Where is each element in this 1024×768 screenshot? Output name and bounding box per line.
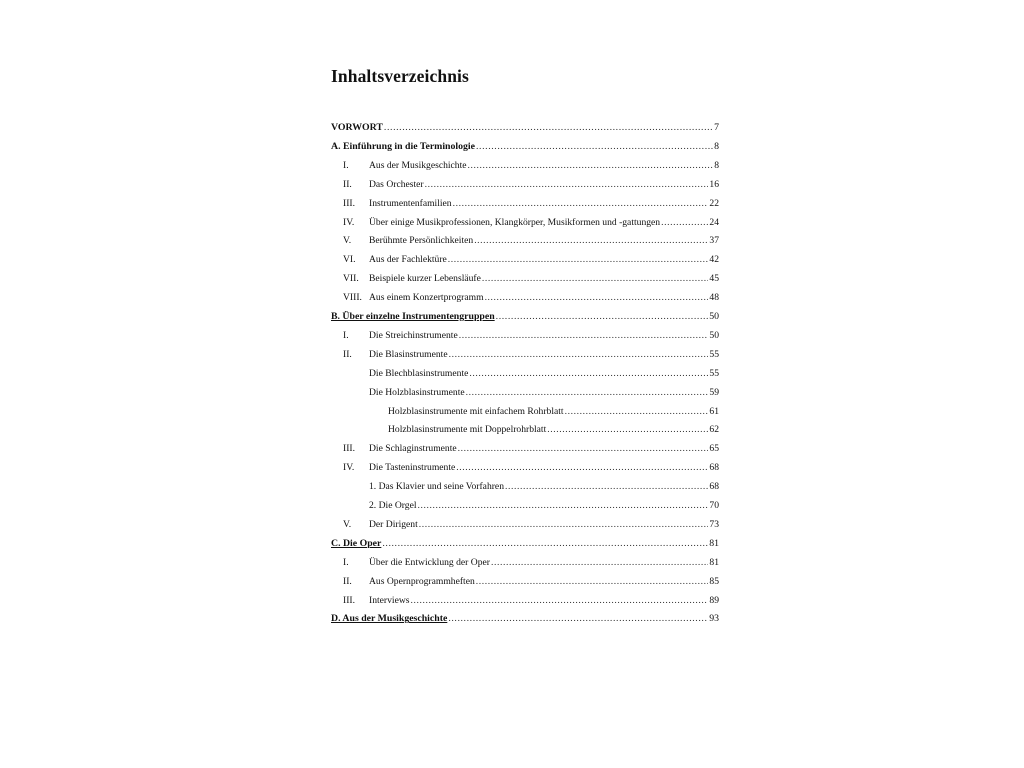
toc-leader-dots	[468, 158, 714, 174]
toc-leader-dots	[496, 309, 709, 325]
toc-leader-dots	[476, 574, 709, 590]
toc-entry	[331, 555, 719, 571]
toc-page-number: 8	[714, 140, 719, 152]
toc-entry	[331, 385, 719, 401]
toc-entry	[331, 366, 719, 382]
toc-page-number: 50	[709, 329, 719, 341]
toc-entry-number: VII.	[343, 273, 359, 285]
toc-entry-number: III.	[343, 197, 355, 209]
toc-page-number: 55	[709, 348, 719, 360]
toc-entry	[331, 158, 719, 174]
toc-page-number: 68	[709, 481, 719, 493]
toc-entry	[331, 196, 719, 212]
toc-entry	[331, 441, 719, 457]
toc-chapter-entry	[331, 309, 719, 325]
toc-leader-dots	[418, 498, 709, 514]
toc-entry-number: VI.	[343, 254, 356, 266]
toc-entry	[331, 215, 719, 231]
toc-leader-dots	[466, 385, 709, 401]
toc-leader-dots	[469, 366, 708, 382]
toc-entry-label: Die Blechblasinstrumente	[369, 367, 469, 379]
toc-leader-dots	[459, 328, 709, 344]
toc-entry-label: Über einige Musikprofessionen, Klangkörper, Musikformen und -gattungen	[369, 216, 661, 228]
toc-entry-label: Holzblasinstrumente mit Doppelrohrblatt	[388, 424, 547, 436]
toc-leader-dots	[505, 479, 708, 495]
toc-entry-label: C. Die Oper	[331, 537, 382, 549]
toc-leader-dots	[661, 215, 708, 231]
toc-entry	[331, 517, 719, 533]
toc-entry-label: Aus der Fachlektüre	[369, 254, 447, 266]
toc-page-number: 16	[709, 178, 719, 190]
toc-entry	[331, 574, 719, 590]
toc-page-number: 24	[709, 216, 719, 228]
document-page	[331, 0, 719, 768]
toc-entry-number: II.	[343, 178, 352, 190]
toc-leader-dots	[419, 517, 709, 533]
toc-page-number: 50	[709, 311, 719, 322]
toc-entry-label: A. Einführung in die Terminologie	[331, 140, 475, 152]
toc-leader-dots	[547, 422, 708, 438]
toc-leader-dots	[474, 233, 708, 249]
toc-page-number: 62	[709, 424, 719, 436]
toc-leader-dots	[485, 290, 709, 306]
toc-entry	[331, 498, 719, 514]
toc-entry-number: II.	[343, 348, 352, 360]
toc-entry-label: Interviews	[369, 594, 410, 606]
toc-leader-dots	[449, 347, 709, 363]
toc-entry-number: IV.	[343, 216, 355, 228]
toc-entry-label: Beispiele kurzer Lebensläufe	[369, 273, 481, 285]
toc-entry-label: Aus Opernprogrammheften	[369, 575, 475, 587]
toc-entry-number: II.	[343, 575, 352, 587]
toc-page-number: 81	[709, 556, 719, 568]
toc-leader-dots	[448, 252, 709, 268]
toc-entry	[331, 347, 719, 363]
toc-entry-label: 2. Die Orgel	[369, 500, 417, 511]
toc-entry-label: Aus der Musikgeschichte	[369, 159, 467, 171]
toc-entry	[331, 460, 719, 476]
toc-entry	[331, 233, 719, 249]
toc-page-number: 65	[709, 443, 719, 455]
toc-entry-number: III.	[343, 594, 355, 606]
toc-entry-label: VORWORT	[331, 122, 383, 133]
toc-entry-label: Berühmte Persönlichkeiten	[369, 235, 474, 247]
toc-leader-dots	[491, 555, 708, 571]
toc-entry-number: IV.	[343, 462, 355, 474]
toc-page-number: 61	[709, 405, 719, 417]
toc-leader-dots	[411, 593, 709, 609]
toc-leader-dots	[453, 196, 709, 212]
toc-page-number: 22	[709, 197, 719, 209]
toc-page-number: 8	[714, 159, 719, 171]
toc-page-number: 93	[709, 613, 719, 625]
toc-leader-dots	[384, 120, 713, 136]
toc-page-number: 89	[709, 594, 719, 606]
toc-page-number: 45	[709, 273, 719, 285]
toc-entry-label: D. Aus der Musikgeschichte	[331, 613, 448, 625]
toc-leader-dots	[482, 271, 709, 287]
toc-entry	[331, 593, 719, 609]
toc-entry	[331, 177, 719, 193]
toc-entry-label: Die Tasteninstrumente	[369, 462, 456, 474]
toc-entry-number: V.	[343, 235, 352, 247]
toc-page-number: 81	[709, 537, 719, 549]
toc-page-number: 42	[709, 254, 719, 266]
toc-entry-label: Das Orchester	[369, 178, 424, 190]
toc-page-number: 68	[709, 462, 719, 474]
toc-entry	[331, 479, 719, 495]
toc-entry	[331, 404, 719, 420]
toc-entry-number: I.	[343, 329, 349, 341]
toc-entry-label: Die Streichinstrumente	[369, 329, 458, 341]
toc-entry-label: Die Holzblasinstrumente	[369, 386, 465, 398]
toc-page-number: 37	[709, 235, 719, 247]
page-title: Inhaltsverzeichnis	[331, 66, 469, 86]
toc-entry-label: Der Dirigent	[369, 518, 418, 530]
toc-page-number: 70	[709, 500, 719, 511]
toc-entry	[331, 290, 719, 306]
toc-leader-dots	[448, 611, 708, 627]
toc-entry-number: VIII.	[343, 292, 362, 304]
toc-chapter-entry	[331, 536, 719, 552]
toc-entry-number: I.	[343, 159, 349, 171]
toc-entry-label: B. Über einzelne Instrumentengruppen	[331, 311, 495, 322]
toc-page-number: 85	[709, 575, 719, 587]
toc-chapter-entry	[331, 120, 719, 136]
toc-leader-dots	[382, 536, 708, 552]
toc-entry-number: I.	[343, 556, 349, 568]
toc-entry-label: Die Schlaginstrumente	[369, 443, 457, 455]
toc-leader-dots	[458, 441, 709, 457]
toc-page-number: 48	[709, 292, 719, 304]
toc-page-number: 55	[709, 367, 719, 379]
toc-entry-label: Holzblasinstrumente mit einfachem Rohrblatt	[388, 405, 564, 417]
toc-leader-dots	[456, 460, 708, 476]
toc-page-number: 7	[714, 122, 719, 133]
toc-entry-label: 1. Das Klavier und seine Vorfahren	[369, 481, 504, 493]
toc-entry	[331, 252, 719, 268]
toc-entry-label: Die Blasinstrumente	[369, 348, 448, 360]
toc-entry-label: Instrumentenfamilien	[369, 197, 452, 209]
toc-leader-dots	[565, 404, 709, 420]
toc-leader-dots	[476, 139, 713, 155]
toc-page-number: 59	[709, 386, 719, 398]
toc-entry-number: V.	[343, 518, 352, 530]
toc-entry	[331, 328, 719, 344]
toc-entry	[331, 271, 719, 287]
toc-entry-label: Über die Entwicklung der Oper	[369, 556, 490, 568]
toc-entry	[331, 422, 719, 438]
toc-chapter-entry	[331, 139, 719, 155]
toc-entry-label: Aus einem Konzertprogramm	[369, 292, 484, 304]
toc-leader-dots	[425, 177, 709, 193]
toc-entry-number: III.	[343, 443, 355, 455]
toc-chapter-entry	[331, 611, 719, 627]
toc-page-number: 73	[709, 518, 719, 530]
